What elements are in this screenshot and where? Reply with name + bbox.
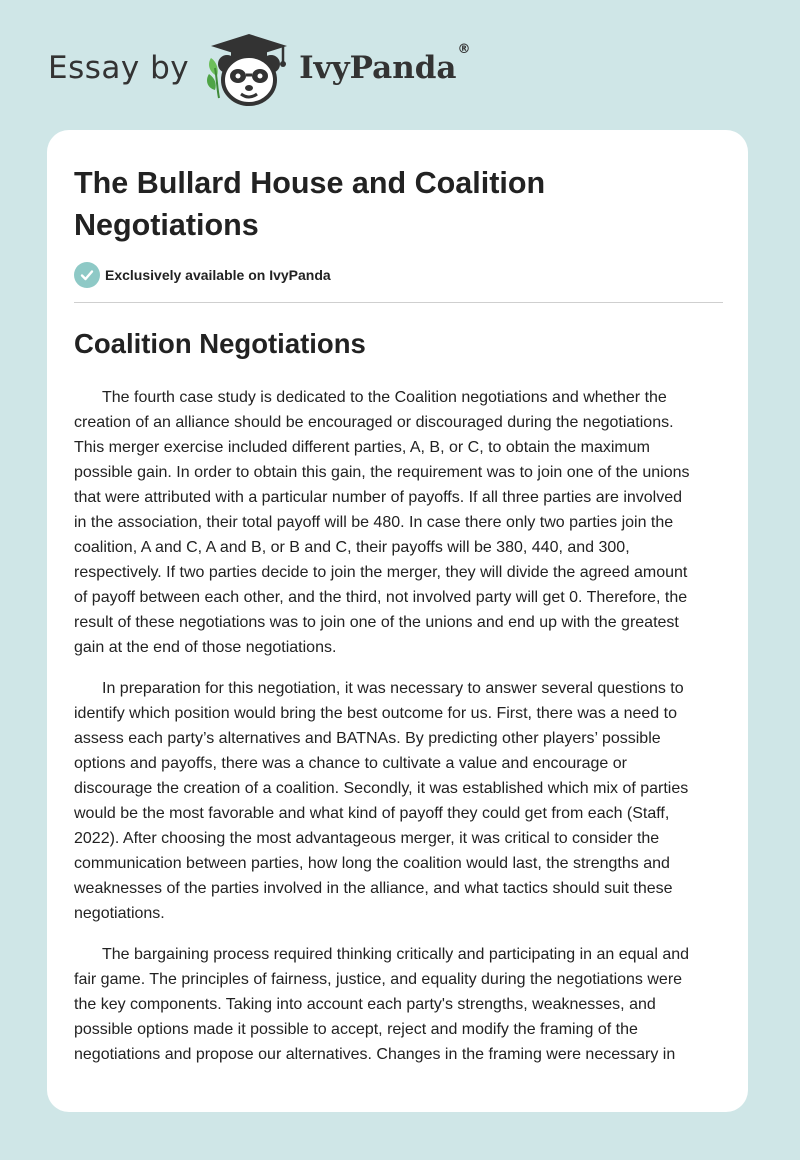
text-line: This merger exercise included different parties, A, B, or C, to obtain the maximum: [74, 439, 650, 456]
text-line: 2022). After choosing the most advantageous merger, it was critical to consider the: [74, 830, 660, 847]
section-heading: Coalition Negotiations: [74, 328, 366, 359]
brand-prefix: Essay by: [48, 50, 190, 86]
paragraph-3: [74, 942, 724, 1067]
text-line: that were attributed with a particular number of payoffs. If all three parties are involved: [74, 489, 683, 506]
article-body: [74, 385, 724, 1083]
text-line: result of these negotiations was to join one of the unions and end up with the greatest: [74, 614, 679, 631]
text-line: discourage the creation of a coalition. Secondly, it was established which mix of parties: [74, 780, 689, 797]
brand-name-text: IvyPanda: [299, 50, 457, 86]
text-line: assess each party’s alternatives and BATNAs. By predicting other players’ possible: [74, 730, 661, 747]
text-line: The bargaining process required thinking critically and participating in an equal and: [102, 946, 690, 963]
registered-mark: ®: [457, 42, 471, 57]
article-card: [47, 130, 748, 1112]
text-line: gain at the end of those negotiations.: [74, 639, 337, 656]
text-line: identify which position would bring the best outcome for us. First, there was a need to: [74, 705, 677, 722]
text-line: negotiations and propose our alternatives. Changes in the framing were necessary in: [74, 1046, 676, 1063]
text-line: creation of an alliance should be encouraged or discouraged during the negotiations.: [74, 414, 674, 431]
paragraph-2: [74, 676, 724, 926]
text-line: respectively. If two parties decide to join the merger, they will divide the agreed amount: [74, 564, 688, 581]
brand-name: [299, 42, 471, 86]
text-line: negotiations.: [74, 905, 165, 922]
paragraph-1: [74, 385, 724, 660]
exclusive-badge: [74, 262, 331, 288]
text-line: fair game. The principles of fairness, justice, and equality during the negotiations were: [74, 971, 683, 988]
text-line: communication between parties, how long the coalition would last, the strengths and: [74, 855, 670, 872]
brand-header[interactable]: [48, 28, 471, 108]
text-line: coalition, A and C, A and B, or B and C, their payoffs will be 380, 440, and 300,: [74, 539, 630, 556]
text-line: In preparation for this negotiation, it was necessary to answer several questions to: [102, 680, 684, 697]
text-line: in the association, their total payoff will be 480. In case there only two parties join the: [74, 514, 674, 531]
divider: [74, 302, 723, 303]
text-line: possible gain. In order to obtain this gain, the requirement was to join one of the unions: [74, 464, 690, 481]
check-icon: [74, 262, 100, 288]
text-line: possible options made it possible to accept, reject and modify the framing of the: [74, 1021, 638, 1038]
exclusive-label: Exclusively available on IvyPanda: [105, 267, 331, 283]
text-line: the key components. Taking into account each party's strengths, weaknesses, and: [74, 996, 656, 1013]
text-line: would be the most favorable and what kind of payoff they could get from each (Staff,: [74, 805, 670, 822]
text-line: weaknesses of the parties involved in the alliance, and what tactics should suit these: [74, 880, 673, 897]
text-line: The fourth case study is dedicated to the Coalition negotiations and whether the: [102, 389, 667, 406]
text-line: options and payoffs, there was a chance to cultivate a value and encourage or: [74, 755, 627, 772]
text-line: of payoff between each other, and the third, not involved party will get 0. Therefore, the: [74, 589, 688, 606]
page-title: The Bullard House and Coalition Negotiations: [74, 166, 546, 242]
panda-graduate-icon: [203, 28, 295, 108]
